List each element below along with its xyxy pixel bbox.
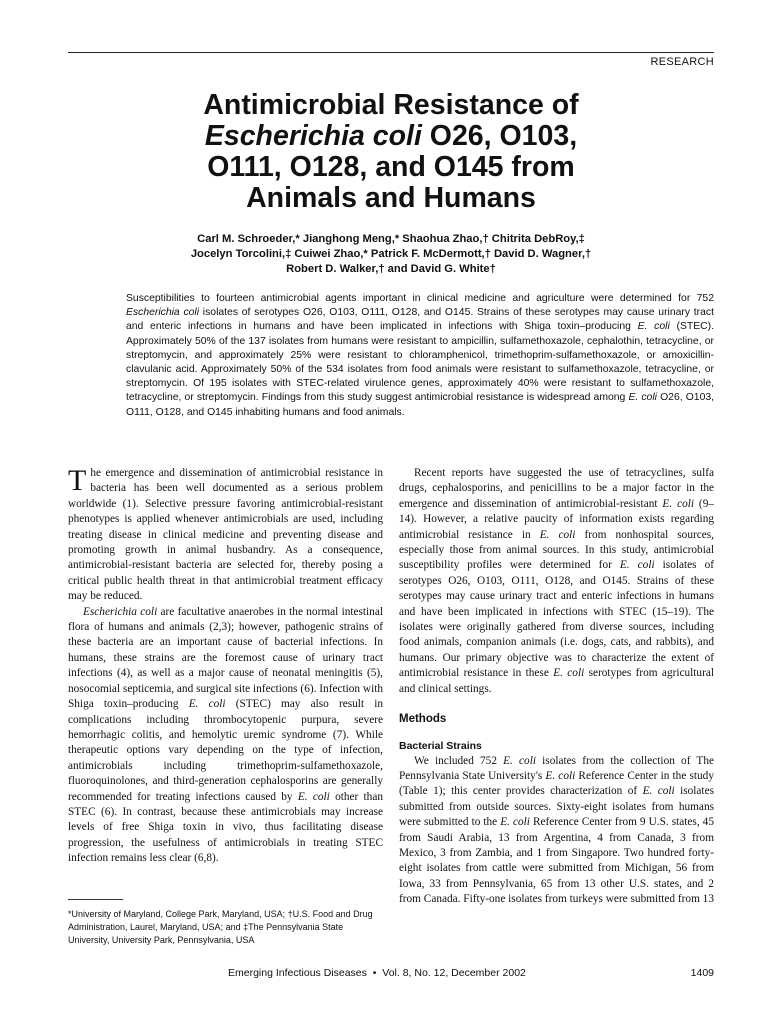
left-column xyxy=(68,466,383,867)
title-italic: Escherichia coli xyxy=(204,120,422,152)
title-line-4: Animals and Humans xyxy=(246,182,536,214)
body-text: other than STEC (6). In contrast, because these antimicrobials may increase levels of free Shiga toxin in vivo, thus facilitating disease progression, the usefulness of antimicrobials in treating STEC infection remains less clear (6,8). xyxy=(68,790,383,865)
intro-paragraph-2 xyxy=(68,605,383,867)
section-label: RESEARCH xyxy=(650,56,714,68)
authors-line-1: Carl M. Schroeder,* Jianghong Meng,* Shaohua Zhao,† Chitrita DebRoy,‡ xyxy=(197,233,585,245)
abstract xyxy=(126,292,714,420)
methods-paragraph-1 xyxy=(399,754,714,908)
authors-line-2: Jocelyn Torcolini,‡ Cuiwei Zhao,* Patrick F. McDermott,† David D. Wagner,† xyxy=(190,248,592,260)
author-list xyxy=(68,232,714,277)
body-text: isolates from the collection of The Pennsylvania State University's xyxy=(399,754,714,782)
body-italic: E. coli xyxy=(553,667,585,680)
body-italic: E. coli xyxy=(642,785,675,798)
drop-cap: T xyxy=(68,464,87,497)
body-text: he emergence and dissemination of antimicrobial resistance in bacteria has been well documented as a serious problem worldwide (1). Selective pressure favoring antimicrobial-resistant phenotypes is applied whenever antimicrobials are used, including treating disease in clinical medicine and preventing disease and promoting growth in animal husbandry. As a consequence, antimicrobial-resistant bacteria are selected for, thereby posing a critical public health threat in that antimicrobial treatment efficacy may be reduced. xyxy=(68,467,383,603)
body-text: We included 752 xyxy=(414,754,504,767)
abstract-italic: E. coli xyxy=(637,321,670,333)
header-rule xyxy=(68,52,714,53)
body-italic: E. coli xyxy=(545,769,576,782)
body-text: are facultative anaerobes in the normal intestinal flora of humans and animals (2,3); however, pathogenic strains of these bacteria are an important cause of bacterial infections. In humans, these strains are the foremost cause of urinary tract infections (4), as well as a major cause of neonatal meningitis (5), nosocomial septicemia, and surgical site infections (6). Infection with Shiga toxin–producing xyxy=(68,605,383,711)
title-line-2-rest: O26, O103, xyxy=(421,120,578,152)
body-italic: E. coli xyxy=(503,754,536,767)
abstract-text: (STEC). Approximately 50% of the 137 isolates from humans were resistant to ampicillin, sulfamethoxazole, cephalothin, tetracycline, or streptomycin, and approximately 25% were resistant to chloramphenicol, trimethoprim-sulfamethoxazole, or amoxicillin-clavulanic acid. Approximately 50% of the 534 isolates from food animals were resistant to sulfamethoxazole, tetracycline, or streptomycin. Of 195 isolates with STEC-related virulence genes, approximately 40% were resistant to sulfamethoxazole, tetracycline, or streptomycin. Findings from this study suggest antimicrobial resistance is widespread among xyxy=(126,321,714,404)
authors-line-3: Robert D. Walker,† and David G. White† xyxy=(286,263,496,275)
body-italic: E. coli xyxy=(188,698,226,711)
body-text: from nonhospital sources, especially those from animal sources. In this study, antimicrobial susceptibility profiles were determined for xyxy=(399,528,714,572)
abstract-text: isolates of serotypes O26, O103, O111, O128, and O145. Strains of these serotypes may cause urinary tract and enteric infections in humans and have been implicated in infections with Shiga toxin–producing xyxy=(126,307,714,333)
body-italic: E. coli xyxy=(297,790,330,803)
title-line-2 xyxy=(68,121,714,152)
body-text: Recent reports have suggested the use of tetracyclines, sulfa drugs, cephalosporins, and penicillins to be a major factor in the emergence and dissemination of antimicrobial-resistant xyxy=(399,467,714,510)
body-text: serotypes from agricultural and clinical settings. xyxy=(399,667,714,695)
abstract-text: Susceptibilities to fourteen antimicrobial agents important in clinical medicine and agriculture were determined for 752 xyxy=(126,293,714,304)
article-title xyxy=(68,90,714,214)
affiliation-footnote: *University of Maryland, College Park, Maryland, USA; †U.S. Food and Drug Administration, Laurel, Maryland, USA; and ‡The Pennsylvania State University, University Park, Pennsylvania, USA xyxy=(68,909,373,946)
body-text: Reference Center in the study (Table 1); this center provides characterization of xyxy=(399,769,714,798)
abstract-italic: Escherichia coli xyxy=(126,307,200,319)
title-line-3: O111, O128, and O145 from xyxy=(207,151,575,183)
page-number: 1409 xyxy=(690,967,714,979)
bacterial-strains-heading: Bacterial Strains xyxy=(399,739,482,752)
footer-bullet: • xyxy=(372,967,377,979)
abstract-text: O26, O103, O111, O128, and O145 inhabiting humans and food animals. xyxy=(126,392,715,418)
issue-info: Vol. 8, No. 12, December 2002 xyxy=(382,967,526,979)
body-italic: E. coli xyxy=(619,559,655,572)
intro-paragraph-1 xyxy=(68,466,383,605)
journal-footer xyxy=(228,967,526,979)
methods-heading: Methods xyxy=(399,713,447,726)
body-text: (STEC) may also result in complications including thrombocytopenic purpura, severe hemorrhagic colitis, and hemolytic uremic syndrome (7). While therapeutic options vary depending on the type of infection, antimicrobials including trimethoprim-sulfamethoxazole, fluoroquinolones, and third-generation cephalosporins are generally recommended for treating infections caused by xyxy=(68,698,383,803)
body-text: isolates submitted from outside sources. Sixty-eight isolates from humans were submitted to the xyxy=(399,785,714,829)
footnote-rule xyxy=(68,899,123,900)
journal-name: Emerging Infectious Diseases xyxy=(228,967,367,979)
right-column xyxy=(399,466,714,908)
body-text: (9–14). However, a relative paucity of information exists regarding antimicrobial resistance in xyxy=(399,497,714,541)
body-text: isolates of serotypes O26, O103, O111, O128, and O145. Strains of these serotypes may cause urinary tract and enteric infections in humans and have been implicated in infections with STEC (15–19). The isolates were originally gathered from diverse sources, including food animals, companion animals (i.e. dogs, cats, and rabbits), and humans. Our primary objective was to characterize the extent of antimicrobial resistance in these xyxy=(399,559,715,680)
abstract-italic: E. coli xyxy=(628,392,657,404)
body-italic: E. coli xyxy=(539,528,576,541)
intro-paragraph-3 xyxy=(399,466,714,697)
body-italic: Escherichia coli xyxy=(83,605,158,618)
title-line-1: Antimicrobial Resistance of xyxy=(203,89,579,121)
body-italic: E. coli xyxy=(500,816,530,829)
body-text: Reference Center from 9 U.S. states, 45 from Saudi Arabia, 13 from Argentina, 4 from Canada, 3 from Mexico, 3 from Zambia, and 1 from Singapore. Two hundred forty-eight isolates from cattle were submitted from Michigan, 56 from Iowa, 33 from Pennsylvania, 65 from 13 other U.S. states, and 2 from Canada. Fifty-one isolates from turkeys were submitted from 13 xyxy=(399,816,714,906)
body-italic: E. coli xyxy=(662,497,695,510)
